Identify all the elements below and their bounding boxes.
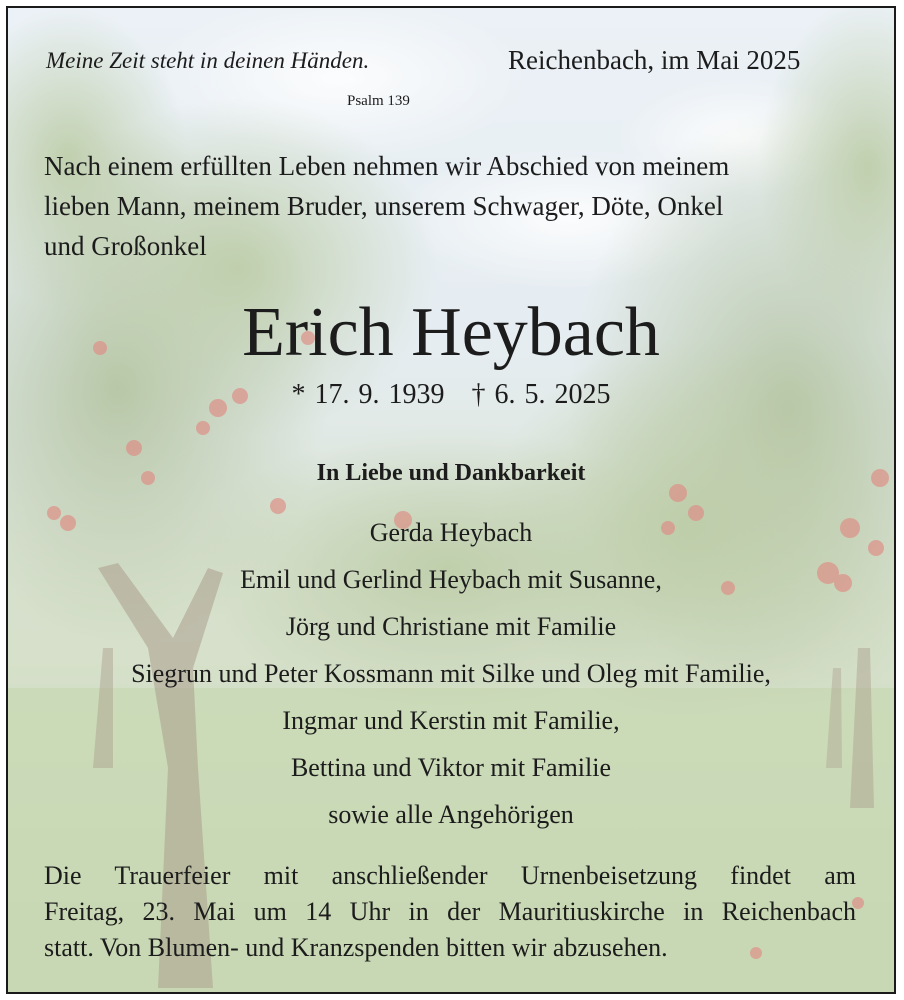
intro-line: Nach einem erfüllten Leben nehmen wir Abschied von meinem: [44, 151, 730, 181]
intro-line: lieben Mann, meinem Bruder, unserem Schwager, Döte, Onkel: [44, 191, 724, 221]
mourners-heading: In Liebe und Dankbarkeit: [316, 460, 586, 486]
life-dates: * 17. 9. 1939 † 6. 5. 2025: [291, 379, 611, 410]
motto-quote: Meine Zeit steht in deinen Händen.: [46, 48, 370, 73]
mourners-list: [8, 509, 894, 838]
service-line: statt. Von Blumen- und Kranzspenden bitten wir abzusehen.: [44, 933, 668, 962]
intro-line: und Großonkel: [44, 231, 207, 261]
mourner-entry: Siegrun und Peter Kossmann mit Silke und Oleg mit Familie,: [131, 659, 771, 688]
mourner-entry: Bettina und Viktor mit Familie: [290, 753, 612, 782]
service-line: Die Trauerfeier mit anschließender Urnenbeisetzung findet am: [44, 861, 856, 890]
mourner-entry: Gerda Heybach: [369, 518, 533, 547]
mourner-entry: sowie alle Angehörigen: [328, 800, 574, 829]
deceased-name: Erich Heybach: [242, 294, 660, 371]
intro-text: [44, 146, 858, 266]
mourner-entry: Emil und Gerlind Heybach mit Susanne,: [240, 565, 662, 594]
motto-source: Psalm 139: [347, 93, 410, 109]
service-line: Freitag, 23. Mai um 14 Uhr in der Mauritiuskirche in Reichenbach: [44, 897, 856, 926]
mourner-entry: Jörg und Christiane mit Familie: [285, 612, 617, 641]
mourner-entry: Ingmar und Kerstin mit Familie,: [282, 706, 620, 735]
service-details: [44, 858, 856, 966]
place-date: Reichenbach, im Mai 2025: [508, 45, 801, 75]
obituary-notice: [6, 6, 896, 994]
